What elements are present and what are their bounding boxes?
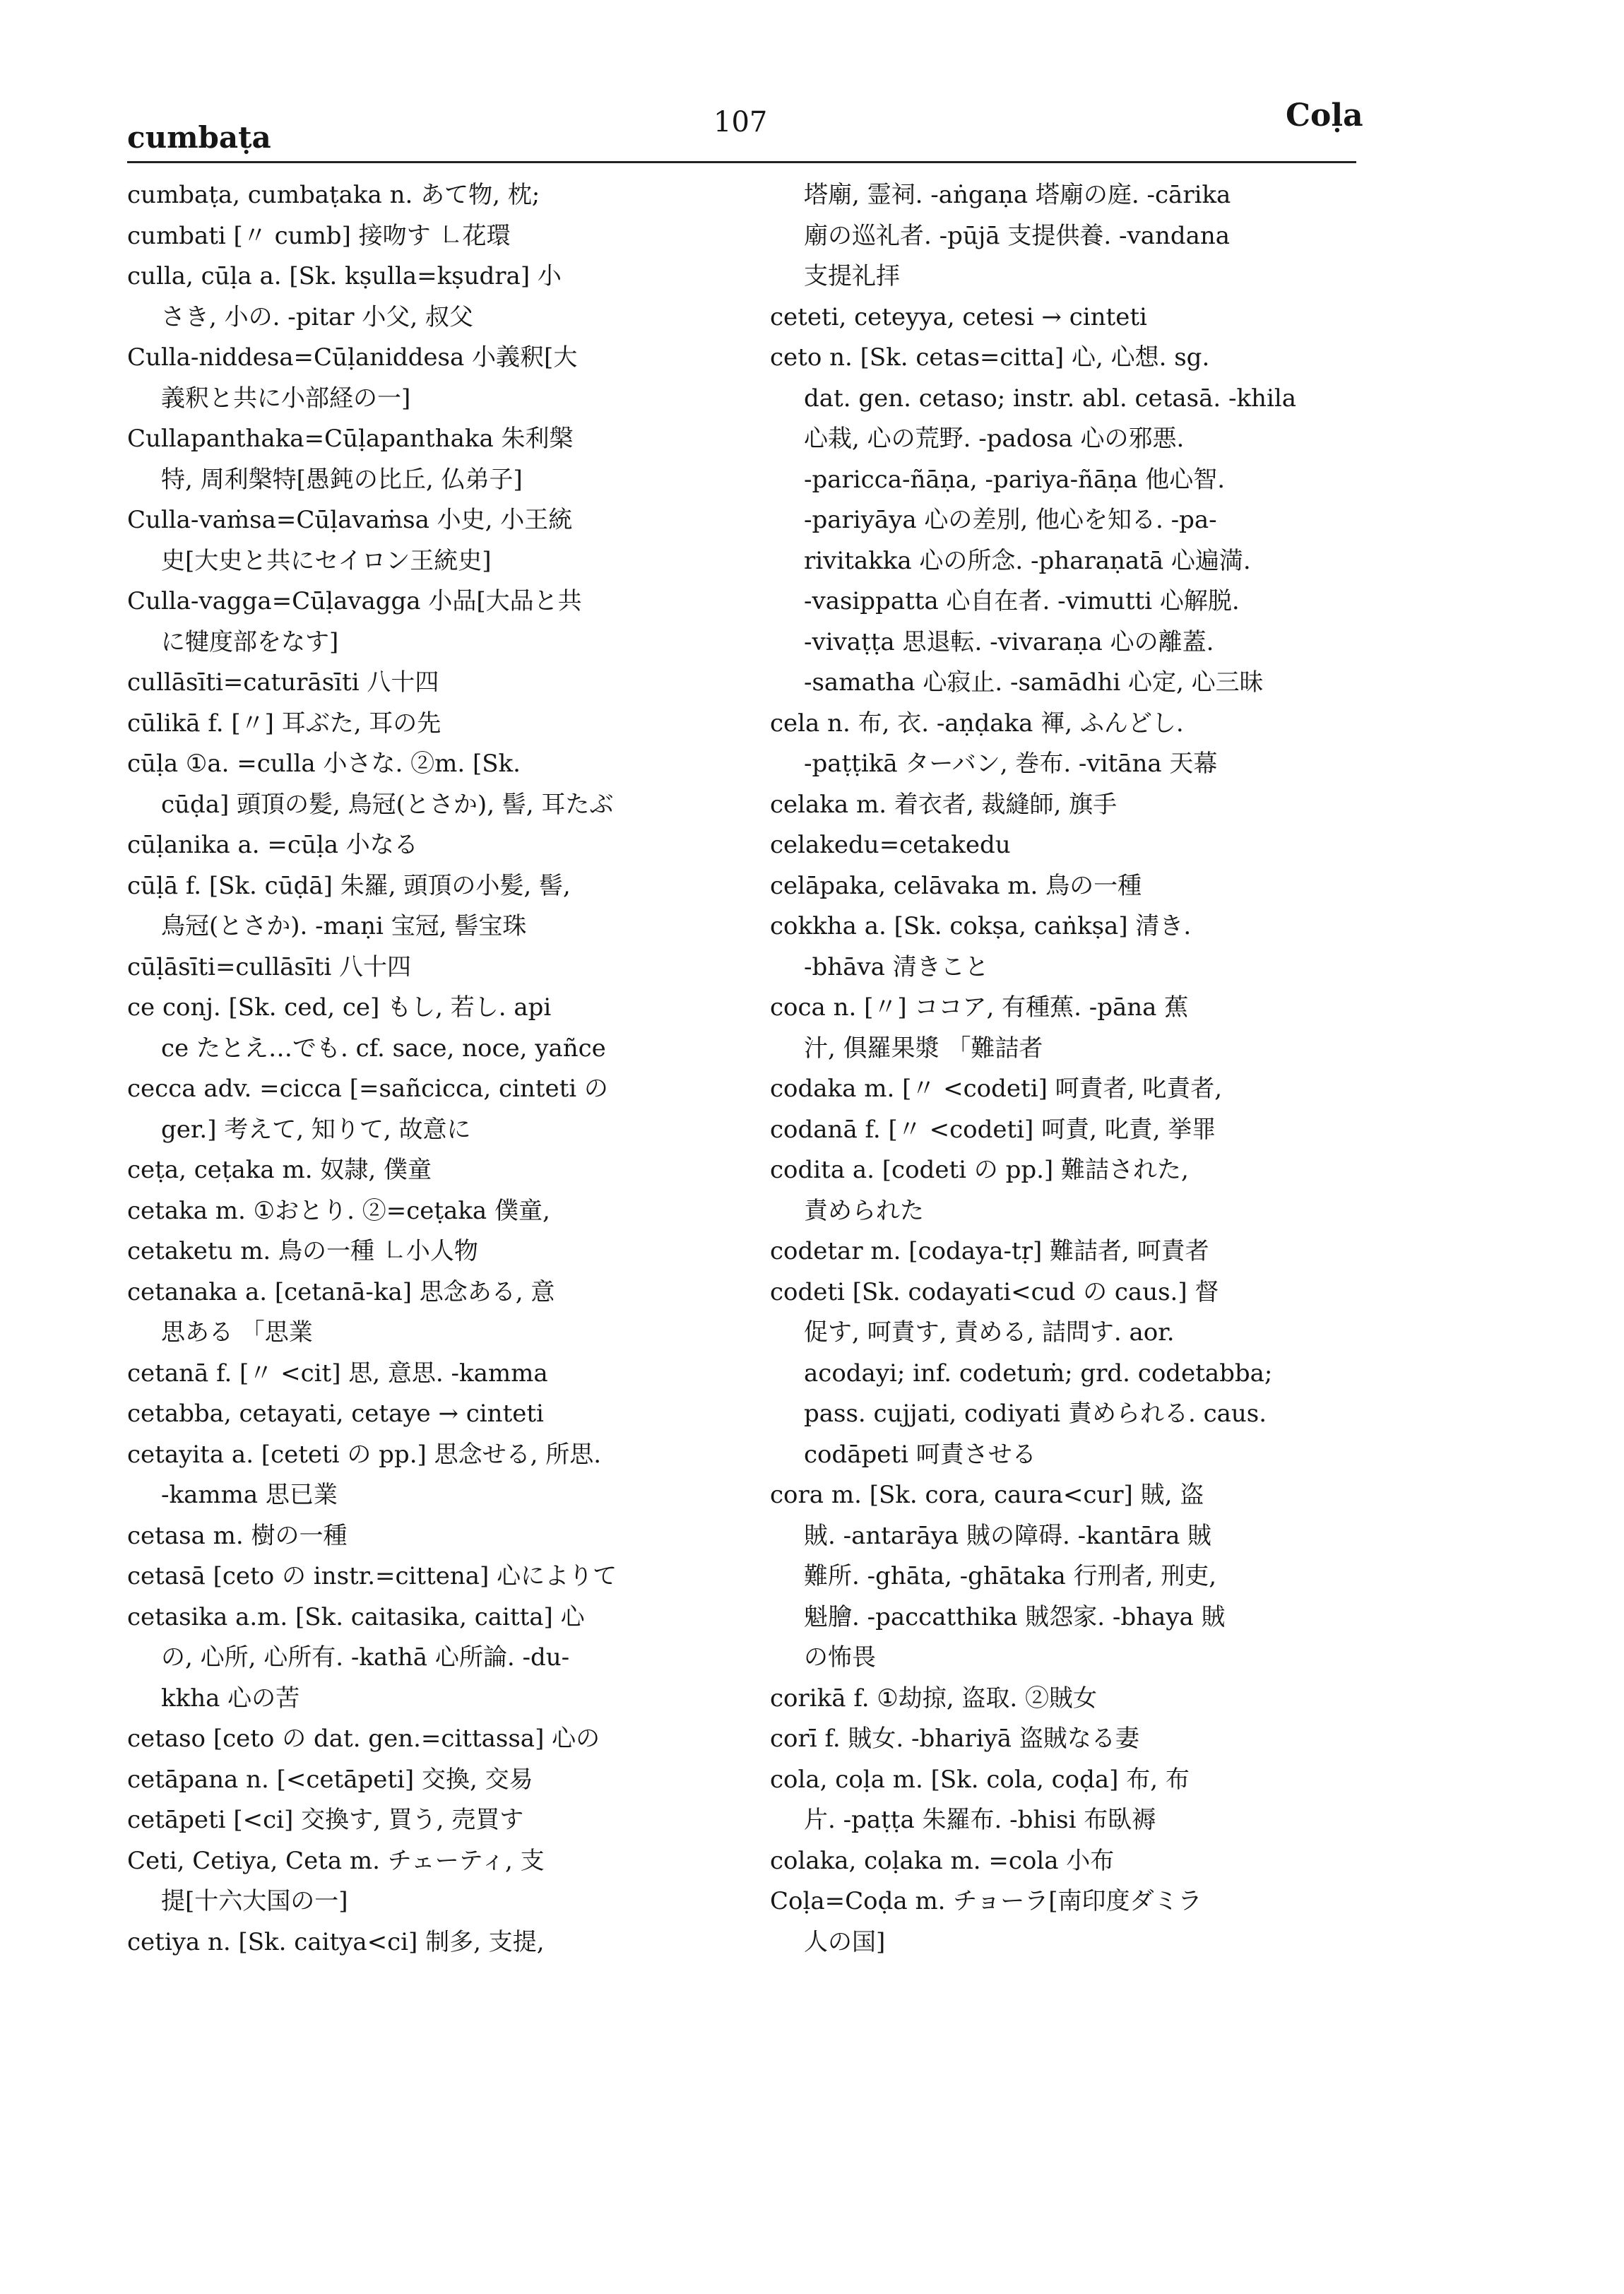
entry-line: 支提礼拝 [804, 262, 900, 290]
entry-line: celāpaka, celāvaka m. 鳥の一種 [770, 871, 1142, 900]
entry-line: celakedu=cetakedu [770, 831, 1011, 859]
entry-line: rivitakka 心の所念. -pharaṇatā 心遍満. [804, 546, 1251, 575]
entry-line: -vivaṭṭa 思退転. -vivaraṇa 心の離蓋. [804, 627, 1214, 656]
entry-line: -bhāva 清きこと [804, 952, 989, 981]
entry-line: 促す, 呵責す, 責める, 詰問す. aor. [804, 1318, 1175, 1347]
entry-line: cola, coḷa m. [Sk. cola, coḍa] 布, 布 [770, 1765, 1190, 1794]
entry-line: -paricca-ñāṇa, -pariya-ñāṇa 他心智. [804, 465, 1226, 494]
entry-line: cūḷa ①a. =culla 小さな. ②m. [Sk. [127, 750, 521, 778]
entry-line: kkha 心の苦 [161, 1684, 300, 1713]
entry-line: 賊. -antarāya 賊の障碍. -kantāra 賊 [804, 1521, 1212, 1550]
page-number: 107 [713, 106, 768, 138]
entry-line: coca n. [〃] ココア, 有種蕉. -pāna 蕉 [770, 993, 1189, 1022]
entry-line: cetanā f. [〃 <cit] 思, 意思. -kamma [127, 1359, 548, 1388]
entry-line: 塔廟, 霊祠. -aṅgaṇa 塔廟の庭. -cārika [804, 181, 1231, 209]
entry-line: acodayi; inf. codetuṁ; grd. codetabba; [804, 1359, 1273, 1388]
entry-line: codetar m. [codaya-tṛ] 難詰者, 呵責者 [770, 1237, 1209, 1265]
entry-line: codaka m. [〃 <codeti] 呵責者, 叱責者, [770, 1075, 1223, 1103]
entry-line: cokkha a. [Sk. cokṣa, caṅkṣa] 清き. [770, 912, 1192, 940]
entry-line: Culla-vaṁsa=Cūḷavaṁsa 小史, 小王統 [127, 506, 573, 534]
entry-line: cetabba, cetayati, cetaye → cinteti [127, 1400, 544, 1428]
entry-line: ce たとえ…でも. cf. sace, noce, yañce [161, 1034, 606, 1063]
entry-line: 思ある 「思業 [161, 1318, 313, 1347]
entry-line: 鳥冠(とさか). -maṇi 宝冠, 髻宝珠 [161, 912, 527, 940]
entry-line: corikā f. ①劫掠, 盗取. ②賊女 [770, 1684, 1098, 1713]
entry-line: dat. gen. cetaso; instr. abl. cetasā. -khila [804, 384, 1296, 413]
entry-line: cetasa m. 樹の一種 [127, 1521, 348, 1550]
entry-line: 人の国] [804, 1927, 886, 1956]
entry-line: cetāpana n. [<cetāpeti] 交換, 交易 [127, 1765, 533, 1794]
entry-line: cūḷāsīti=cullāsīti 八十四 [127, 952, 412, 981]
entry-line: 責められた [804, 1196, 924, 1225]
entry-line: codita a. [codeti の pp.] 難詰された, [770, 1156, 1189, 1184]
entry-line: -pariyāya 心の差別, 他心を知る. -pa- [804, 506, 1217, 534]
entry-line: 特, 周利槃特[愚鈍の比丘, 仏弟子] [161, 465, 523, 494]
entry-line: cetanaka a. [cetanā-ka] 思念ある, 意 [127, 1277, 555, 1306]
entry-line: 心栽, 心の荒野. -padosa 心の邪悪. [804, 425, 1185, 453]
entry-line: Culla-niddesa=Cūḷaniddesa 小義釈[大 [127, 343, 578, 372]
entry-line: cūḷā f. [Sk. cūḍā] 朱羅, 頭頂の小髪, 髻, [127, 871, 571, 900]
entry-line: ce conj. [Sk. ced, ce] もし, 若し. api [127, 993, 552, 1022]
entry-line: codanā f. [〃 <codeti] 呵責, 叱責, 挙罪 [770, 1115, 1216, 1144]
entry-line: cetaka m. ①おとり. ②=ceṭaka 僕童, [127, 1196, 550, 1225]
entry-line: cumbaṭa, cumbaṭaka n. あて物, 枕; [127, 181, 540, 209]
entry-line: 義釈と共に小部経の一] [161, 384, 411, 413]
entry-line: 廟の巡礼者. -pūjā 支提供養. -vandana [804, 221, 1231, 250]
entry-line: colaka, coḷaka m. =cola 小布 [770, 1846, 1115, 1875]
entry-line: 汁, 俱羅果漿 「難詰者 [804, 1034, 1043, 1063]
entry-line: ceṭa, ceṭaka m. 奴隷, 僕童 [127, 1156, 432, 1184]
entry-line: ger.] 考えて, 知りて, 故意に [161, 1115, 471, 1144]
entry-line: codeti [Sk. codayati<cud の caus.] 督 [770, 1277, 1219, 1306]
entry-line: 魁膾. -paccatthika 賊怨家. -bhaya 賊 [804, 1602, 1226, 1631]
entry-line: -samatha 心寂止. -samādhi 心定, 心三昧 [804, 668, 1264, 697]
entry-line: 難所. -ghāta, -ghātaka 行刑者, 刑吏, [804, 1562, 1217, 1590]
running-head-right: Coḷa [1286, 97, 1363, 134]
entry-line: cecca adv. =cicca [=sañcicca, cinteti の [127, 1075, 608, 1103]
running-head-left: cumbaṭa [127, 120, 271, 155]
entry-line: pass. cujjati, codiyati 責められる. caus. [804, 1400, 1267, 1428]
header-rule [127, 161, 1356, 163]
entry-line: Ceti, Cetiya, Ceta m. チェーティ, 支 [127, 1846, 545, 1875]
entry-line: cora m. [Sk. cora, caura<cur] 賊, 盗 [770, 1481, 1204, 1509]
entry-line: cullāsīti=caturāsīti 八十四 [127, 668, 439, 697]
entry-line: cetāpeti [<ci] 交換す, 買う, 売買す [127, 1806, 524, 1834]
entry-line: ceteti, ceteyya, cetesi → cinteti [770, 302, 1147, 331]
left-column [127, 175, 742, 1963]
entry-line: -vasippatta 心自在者. -vimutti 心解脱. [804, 587, 1240, 615]
entry-line: Culla-vagga=Cūḷavagga 小品[大品と共 [127, 587, 582, 615]
entry-line: cetaso [ceto の dat. gen.=cittassa] 心の [127, 1725, 600, 1753]
entry-line: 片. -paṭṭa 朱羅布. -bhisi 布臥褥 [804, 1806, 1156, 1834]
entry-line: -kamma 思已業 [161, 1481, 338, 1509]
entry-line: cetayita a. [ceteti の pp.] 思念せる, 所思. [127, 1440, 602, 1469]
entry-line: の, 心所, 心所有. -kathā 心所論. -du- [161, 1643, 570, 1672]
entry-line: さき, 小の. -pitar 小父, 叔父 [161, 302, 473, 331]
entry-line: cūḷanika a. =cūḷa 小なる [127, 831, 418, 859]
entry-line: cetasā [ceto の instr.=cittena] 心によりて [127, 1562, 617, 1590]
entry-line: cumbati [〃 cumb] 接吻す ㇗花環 [127, 221, 511, 250]
entry-line: ceto n. [Sk. cetas=citta] 心, 心想. sg. [770, 343, 1210, 372]
entry-line: corī f. 賊女. -bhariyā 盗賊なる妻 [770, 1725, 1139, 1753]
entry-line: culla, cūḷa a. [Sk. kṣulla=kṣudra] 小 [127, 262, 562, 290]
entry-line: -paṭṭikā ターバン, 巻布. -vitāna 天幕 [804, 750, 1218, 778]
entry-line: の怖畏 [804, 1643, 876, 1672]
right-column [770, 175, 1385, 1963]
entry-line: celaka m. 着衣者, 裁縫師, 旗手 [770, 790, 1118, 819]
entry-line: Cullapanthaka=Cūḷapanthaka 朱利槃 [127, 425, 574, 453]
entry-line: cetasika a.m. [Sk. caitasika, caitta] 心 [127, 1602, 585, 1631]
entry-line: cūlikā f. [〃] 耳ぶた, 耳の先 [127, 709, 441, 738]
entry-line: cūḍa] 頭頂の髪, 鳥冠(とさか), 髻, 耳たぶ [161, 790, 614, 819]
entry-line: に犍度部をなす] [161, 627, 339, 656]
entry-line: cetaketu m. 鳥の一種 ㇗小人物 [127, 1237, 478, 1265]
entry-line: codāpeti 呵責させる [804, 1440, 1036, 1469]
entry-line: cela n. 布, 衣. -aṇḍaka 褌, ふんどし. [770, 709, 1184, 738]
entry-line: Coḷa=Coḍa m. チョーラ[南印度ダミラ [770, 1887, 1202, 1915]
entry-line: cetiya n. [Sk. caitya<ci] 制多, 支提, [127, 1927, 545, 1956]
entry-line: 提[十六大国の一] [161, 1887, 348, 1915]
entry-line: 史[大史と共にセイロン王統史] [161, 546, 492, 575]
